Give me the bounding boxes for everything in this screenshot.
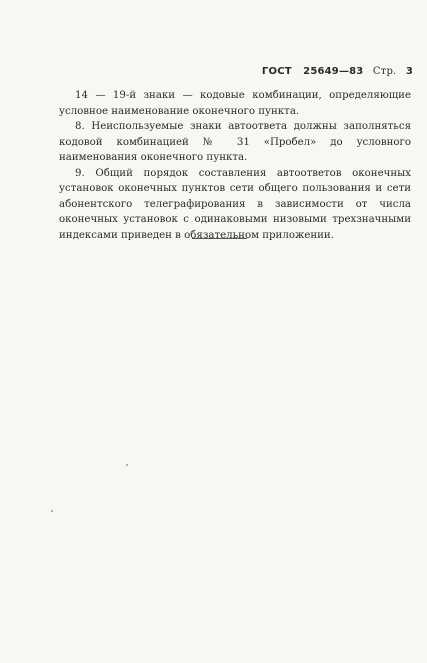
scan-speck: [51, 510, 53, 512]
scan-speck: [126, 464, 128, 466]
standard-number: 25649—83: [303, 66, 364, 77]
paragraph-item-9: 9. Общий порядок составления автоответов оконечных установок оконечных пунктов сети общего пользования и сети абонентского телеграфирования в зависимости от числа оконечных установок с одинаковыми низовыми трехзначными индексами приведен в обязательном приложении.: [59, 167, 411, 241]
paragraph-item-14-19: 14 — 19-й знаки — кодовые комбинации, определяющие условное наименование оконечного пункта.: [59, 90, 411, 117]
page-label: Стр.: [372, 66, 397, 77]
standard-label: ГОСТ: [261, 66, 292, 77]
page-number: 3: [405, 66, 413, 77]
paragraph-item-8: 8. Неиспользуемые знаки автоответа должны заполняться кодовой комбинацией № 31 «Пробел» до условного наименования оконечного пункта.: [59, 121, 411, 163]
